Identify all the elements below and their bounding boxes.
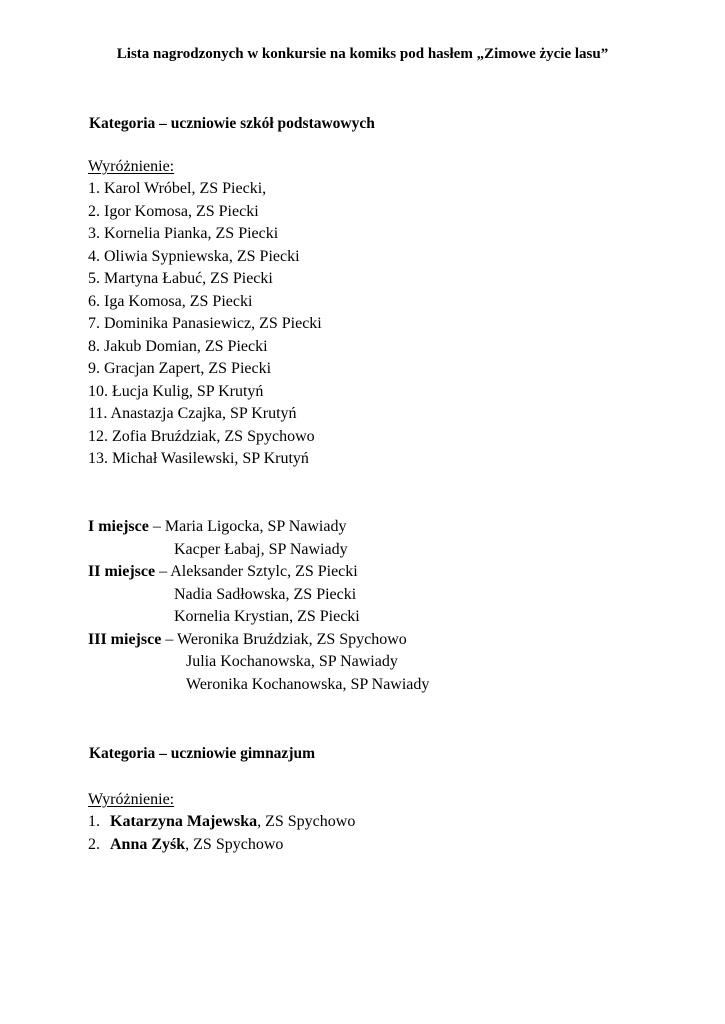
third-place-winner: Weronika Kochanowska, SP Nawiady (186, 675, 430, 693)
list-item-number: 2. (88, 835, 100, 853)
list-item: 5. Martyna Łabuć, ZS Piecki (88, 270, 273, 287)
second-place-row (88, 606, 429, 629)
list-item-number: 1. (88, 813, 100, 830)
list-item: 13. Michał Wasilewski, SP Krutyń (88, 450, 309, 467)
first-place-winner: Kacper Łabaj, SP Nawiady (174, 540, 348, 558)
category-heading-primary: Kategoria – uczniowie szkół podstawowych (89, 115, 375, 132)
list-item (88, 834, 355, 857)
second-place-row (88, 584, 429, 607)
second-place-row (88, 561, 429, 584)
list-item-school: , ZS Spychowo (185, 835, 284, 853)
document-title: Lista nagrodzonych w konkursie na komiks pod hasłem „Zimowe życie lasu” (116, 46, 609, 62)
list-item: 1. Karol Wróbel, ZS Piecki, (88, 180, 267, 197)
list-item: 10. Łucja Kulig, SP Krutyń (88, 382, 264, 400)
category-heading-secondary: Kategoria – uczniowie gimnazjum (89, 745, 316, 762)
list-item-name: Katarzyna Majewska (110, 813, 258, 830)
third-place-winner: – Weronika Bruździak, ZS Spychowo (165, 630, 407, 648)
list-item: 6. Iga Komosa, ZS Piecki (88, 292, 253, 310)
third-place-winner: Julia Kochanowska, SP Nawiady (186, 653, 398, 670)
third-place-label: III miejsce (88, 630, 162, 648)
list-item: 4. Oliwia Sypniewska, ZS Piecki (88, 247, 300, 265)
honorable-mention-list-secondary (88, 811, 355, 856)
list-item: 11. Anastazja Czajka, SP Krutyń (88, 405, 297, 422)
first-place-row (88, 539, 429, 562)
first-place-winner: – Maria Ligocka, SP Nawiady (152, 518, 347, 535)
first-place-row (88, 516, 429, 539)
third-place-row (88, 674, 429, 697)
list-item: 12. Zofia Bruździak, ZS Spychowo (88, 427, 315, 445)
second-place-winner: Kornelia Krystian, ZS Piecki (174, 608, 360, 625)
second-place-label: II miejsce (88, 563, 156, 580)
honorable-mention-list-primary (88, 178, 322, 471)
third-place-row (88, 629, 429, 652)
first-place-label: I miejsce (88, 518, 149, 535)
honorable-mention-label-secondary: Wyróżnienie: (88, 791, 175, 808)
list-item (88, 811, 355, 834)
list-item: 7. Dominika Panasiewicz, ZS Piecki (88, 315, 322, 332)
list-item-school: , ZS Spychowo (257, 813, 356, 830)
second-place-winner: – Aleksander Sztylc, ZS Piecki (159, 563, 358, 580)
places-block (88, 516, 429, 696)
third-place-row (88, 651, 429, 674)
list-item-name: Anna Zyśk (110, 835, 186, 853)
second-place-winner: Nadia Sadłowska, ZS Piecki (174, 585, 357, 603)
list-item: 2. Igor Komosa, ZS Piecki (88, 202, 259, 220)
honorable-mention-label-primary: Wyróżnienie: (88, 158, 175, 175)
list-item: 8. Jakub Domian, ZS Piecki (88, 337, 268, 355)
list-item: 9. Gracjan Zapert, ZS Piecki (88, 360, 272, 377)
list-item: 3. Kornelia Pianka, ZS Piecki (88, 225, 279, 242)
